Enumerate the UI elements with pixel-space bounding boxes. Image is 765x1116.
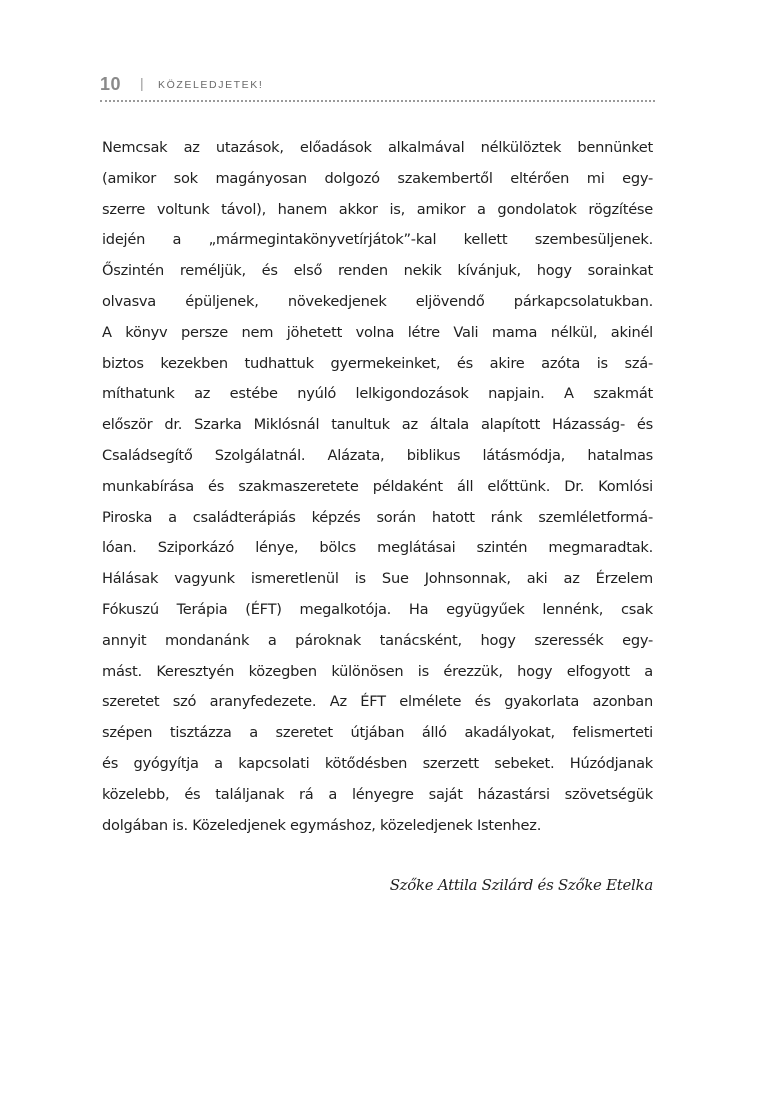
page-header <box>100 72 655 106</box>
text-line: és gyógyítja a kapcsolati kötődésben szerzett sebeket. Húzódjanak <box>102 754 653 772</box>
body-paragraph <box>102 133 653 841</box>
header-dotted-rule <box>100 100 655 102</box>
text-line: (amikor sok magányosan dolgozó szakembertől eltérően mi egy- <box>102 169 653 187</box>
header-separator: | <box>140 75 144 91</box>
text-line: Családsegítő Szolgálatnál. Alázata, biblikus látásmódja, hatalmas <box>102 446 653 464</box>
text-line: Őszintén reméljük, és első renden nekik kívánjuk, hogy sorainkat <box>102 262 653 280</box>
text-line: munkabírása és szakmaszeretete példaként áll előttünk. Dr. Komlósi <box>102 477 653 495</box>
text-line: mást. Keresztyén közegben különösen is érezzük, hogy elfogyott a <box>102 662 653 680</box>
text-line: szeretet szó aranyfedezete. Az ÉFT elmélete és gyakorlata azonban <box>102 693 653 711</box>
text-line: annyit mondanánk a pároknak tanácsként, hogy szeressék egy- <box>102 631 653 649</box>
text-line: először dr. Szarka Miklósnál tanultuk az általa alapított Házasság- és <box>102 416 653 434</box>
running-title: KÖZELEDJETEK! <box>158 79 264 91</box>
text-line: Piroska a családterápiás képzés során hatott ránk szemléletformá- <box>102 508 653 526</box>
text-line: Hálásak vagyunk ismeretlenül is Sue Johnsonnak, aki az Érzelem <box>102 570 653 588</box>
text-line: szerre voltunk távol), hanem akkor is, amikor a gondolatok rögzítése <box>102 200 653 218</box>
author-signature: Szőke Attila Szilárd és Szőke Etelka <box>389 876 653 894</box>
text-line: olvasva épüljenek, növekedjenek eljövendő párkapcsolatukban. <box>102 292 653 310</box>
page-number: 10 <box>100 74 122 94</box>
text-line: idején a „mármegintakönyvetírjátok”-kal kellett szembesüljenek. <box>102 231 653 249</box>
text-line: Fókuszú Terápia (ÉFT) megalkotója. Ha együgyűek lennénk, csak <box>102 600 653 618</box>
text-line: Nemcsak az utazások, előadások alkalmával nélkülöztek bennünket <box>102 139 653 156</box>
text-line: lóan. Sziporkázó lénye, bölcs meglátásai szintén megmaradtak. <box>102 539 653 557</box>
text-line: közelebb, és találjanak rá a lényegre saját házastársi szövetségük <box>102 785 653 803</box>
text-line: A könyv persze nem jöhetett volna létre Vali mama nélkül, akinél <box>102 323 653 341</box>
text-line: míthatunk az estébe nyúló lelkigondozások napjain. A szakmát <box>102 385 653 403</box>
text-line: dolgában is. Közeledjenek egymáshoz, közeledjenek Istenhez. <box>102 816 542 834</box>
text-line: szépen tisztázza a szeretet útjában álló akadályokat, felismerteti <box>102 724 653 742</box>
text-line: biztos kezekben tudhattuk gyermekeinket, és akire azóta is szá- <box>102 354 653 372</box>
